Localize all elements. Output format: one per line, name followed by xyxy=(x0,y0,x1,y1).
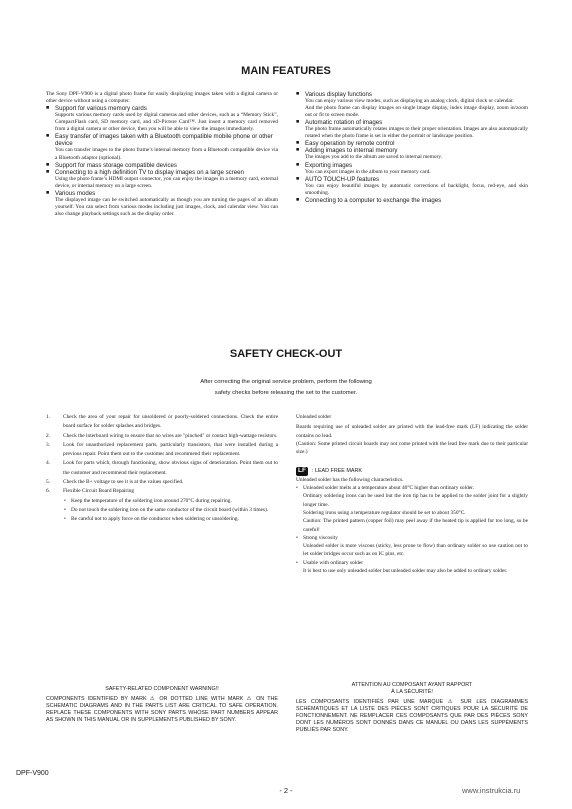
lead-free-detail: It is best to use only unleaded solder but unleaded solder may also be added to ordinary solder. xyxy=(303,568,508,575)
feature-heading: ■ Adding images to internal memory xyxy=(296,147,528,154)
unleaded-caution: (Caution: Some printed circuit boards may not come printed with the lead free mark due to their particular size.) xyxy=(296,440,528,456)
features-intro: The Sony DPF-V900 is a digital photo frame for easily displaying images taken with a digital camera or other device without using a computer. xyxy=(46,91,278,105)
lead-free-detail: Unleaded solder is more viscous (sticky, less prone to flow) than ordinary solder so use caution not to let solder bridges occur such as on IC pins, etc. xyxy=(303,543,528,558)
feature-heading: ■ Various display functions xyxy=(296,91,528,98)
feature-heading: ■ Easy operation by remote control xyxy=(296,140,528,147)
features-right-column xyxy=(296,91,528,204)
features-left-column xyxy=(46,91,278,218)
check-text: Look for parts which, through functioning, show obvious signs of deterioration. Point them out to the customer and recommend their replacement. xyxy=(63,460,278,476)
check-text: Check the B+ voltage to see it is at the values specified. xyxy=(63,479,184,486)
lead-free-characteristic: • Strong viscosity xyxy=(296,534,528,542)
warning-fr-title-1: ATTENTION AU COMPOSANT AYANT RAPPORT xyxy=(351,682,473,688)
feature-heading: ■ Connecting to a high definition TV to display images on a large screen xyxy=(46,169,278,176)
feature-body: Supports various memory cards used by digital cameras and other devices, such as a “Memory Stick”, CompactFlash card, SD memory card, and xD-Picture Card™. Just insert a memory card removed from a digital camera or other device, then you will be able to view the images immediately. xyxy=(55,112,278,133)
feature-heading: ■ Connecting to a computer to exchange the images xyxy=(296,197,528,204)
safety-warning-fr xyxy=(296,682,528,734)
check-number: 3. xyxy=(46,441,51,448)
unleaded-solder-column xyxy=(296,413,528,575)
feature-heading: ■ Automatic rotation of images xyxy=(296,119,528,126)
lead-free-detail: Ordinary soldering irons can be used but the iron tip has to be applied to the solder joint for a slightly longer time. xyxy=(303,493,528,508)
lead-free-detail: Soldering irons using a temperature regulator should be set to about 350°C. xyxy=(303,509,466,516)
warning-en-title: SAFETY-RELATED COMPONENT WARNING!! xyxy=(105,686,219,692)
flex-repair-list xyxy=(46,497,278,525)
feature-heading: ■ Easy transfer of images taken with a Bluetooth compatible mobile phone or other device xyxy=(46,133,278,147)
features-right-list xyxy=(296,91,528,204)
check-number: 4. xyxy=(46,460,51,467)
lead-free-detail: Caution: The printed pattern (copper foil) may peel away if the heated tip is applied for too long, so be careful! xyxy=(303,518,528,533)
flex-repair-item: • Be careful not to apply force on the conductor when soldering or unsoldering. xyxy=(46,515,278,524)
feature-body: And the photo frame can display images on single image display, index image display, zoom in/zoom out or fit to screen mode. xyxy=(305,105,528,119)
safety-checkout-title: SAFETY CHECK-OUT xyxy=(229,348,343,360)
feature-body: The photo frame automatically rotates images to their proper orientation. Images are also automatically rotated when the photo frame is set in either the portrait or landscape position. xyxy=(305,126,528,140)
safety-intro-line-1: After correcting the original service problem, perform the following xyxy=(200,379,372,385)
check-number: 5. xyxy=(46,479,51,486)
warning-fr-text: LES COMPOSANTS IDENTIFIÉS PAR UNE MARQUE ⚠ SUR LES DIAGRAMMES SCHÉMATIQUES ET LA LISTE DES PIÈCES SONT CRITIQUES POUR LA SÉCURITÉ DE FONCTIONNEMENT. NE REMPLACER CES COMPOSANTS QUE PAR DES PIÈCES SONY DONT LES NUMÉROS SONT DONNÉS DANS CE MANUEL OU DANS LES SUPPÉMENTS PUBLIÉS PAR SONY. xyxy=(296,699,528,733)
feature-heading: ■ Various modes xyxy=(46,190,278,197)
lead-free-badge-icon: LF xyxy=(298,467,306,475)
footer-model: DPF-V900 xyxy=(16,770,49,777)
safety-intro-line-2: safety checks before releasing the set to the customer. xyxy=(214,390,358,396)
feature-body: You can enjoy beautiful images by automatic corrections of backlight, focus, red-eye, and skin smoothing. xyxy=(305,182,528,196)
feature-body: You can export images in the album to your memory card. xyxy=(305,168,431,175)
feature-heading: ■ Support for mass storage compatible devices xyxy=(46,162,278,169)
unleaded-title: Unleaded solder xyxy=(296,414,332,420)
check-number: 1. xyxy=(46,414,51,420)
check-text: Look for unauthorized replacement parts, particularly transistors, that were installed during a previous repair. Point them out to the customer and recommend their replacement. xyxy=(63,441,278,458)
feature-body: You can transfer images to the photo frame’s internal memory from a Bluetooth compatible device via a Bluetooth adaptor (optional). xyxy=(55,147,278,161)
check-item xyxy=(46,441,278,460)
feature-heading: ■ AUTO TOUCH-UP features xyxy=(296,176,528,183)
feature-body: The displayed image can be switched automatically as though you are turning the pages of an album yourself. You can select from various modes including just images, clock, and calendar view. You can also change playback settings such as the display order. xyxy=(55,196,278,218)
safety-warning-en xyxy=(46,686,278,724)
page-number: - 2 - xyxy=(279,786,293,795)
lead-free-mark-row xyxy=(296,467,528,475)
flex-repair-item: • Do not touch the soldering iron on the same conductor of the circuit board (within 3 times). xyxy=(46,506,278,515)
feature-body: Using the photo frame’s HDMI output connector, you can enjoy the images in a memory card, external device, or internal memory on a large screen. xyxy=(55,175,278,189)
feature-body: The images you add to the album are saved to internal memory. xyxy=(305,154,443,161)
unleaded-body: Boards requiring use of unleaded solder are printed with the lead-free mark (LF) indicating the solder contains no lead. xyxy=(296,424,528,439)
feature-heading: ■ Exporting images xyxy=(296,162,528,169)
check-text: Check the interboard wiring to ensure that no wires are "pinched" or contact high-wattage resistors. xyxy=(63,432,278,439)
safety-intro xyxy=(0,377,572,399)
features-left-list xyxy=(46,105,278,218)
check-text: Flexible Circuit Board Repairing xyxy=(63,488,135,495)
feature-body: You can enjoy various view modes, such as displaying an analog clock, digital clock or calendar. xyxy=(305,98,514,104)
check-item xyxy=(46,459,278,478)
feature-heading: ■ Support for various memory cards xyxy=(46,105,278,112)
lead-free-mark-label: : LEAD FREE MARK xyxy=(311,468,362,475)
flex-repair-item: • Keep the temperature of the soldering iron around 270°C during repairing. xyxy=(46,497,278,506)
check-number: 6. xyxy=(46,488,51,495)
warning-en-text: COMPONENTS IDENTIFIED BY MARK ⚠ OR DOTTED LINE WITH MARK ⚠ ON THE SCHEMATIC DIAGRAMS AND IN THE PARTS LIST ARE CRITICAL TO SAFE OPERATION. REPLACE THESE COMPONENTS WITH SONY PARTS WHOSE PART NUMBERS APPEAR AS SHOWN IN THIS MANUAL OR IN SUPPLEMENTS PUBLISHED BY SONY. xyxy=(46,696,278,723)
warning-fr-title-2: À LA SÉCURITÉ! xyxy=(391,689,433,695)
lead-free-characteristics-list xyxy=(296,484,528,575)
check-item xyxy=(46,487,278,496)
lead-free-characteristic: • Unleaded solder melts at a temperature about 40°C higher than ordinary solder. xyxy=(296,484,528,492)
safety-checks-list xyxy=(46,413,278,497)
check-item xyxy=(46,478,278,487)
check-text: Check the area of your repair for unsoldered or poorly-soldered connections. Check the entire board surface for solder splashes and bridges. xyxy=(63,414,278,430)
check-item xyxy=(46,413,278,432)
safety-checks-column xyxy=(46,413,278,525)
main-features-title: MAIN FEATURES xyxy=(241,65,331,77)
lead-free-intro: Unleaded solder has the following characteristics. xyxy=(296,476,404,483)
check-number: 2. xyxy=(46,432,51,439)
watermark: www.instrukcia.ru xyxy=(462,786,521,795)
lead-free-characteristic: • Usable with ordinary solder xyxy=(296,559,528,567)
check-item xyxy=(46,432,278,441)
